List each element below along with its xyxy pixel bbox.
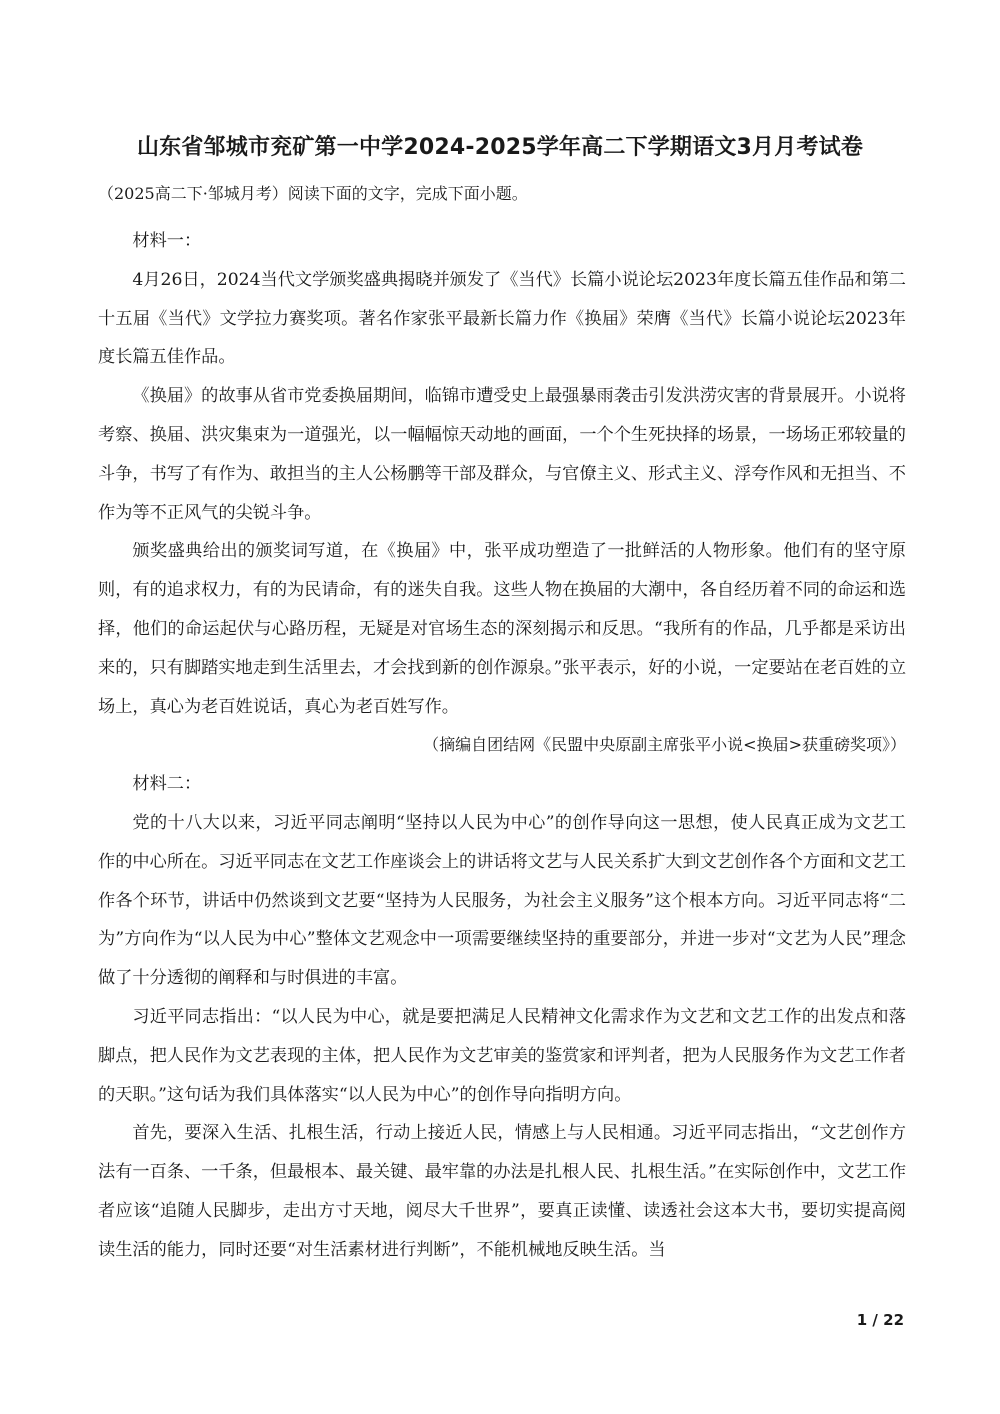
material-two-paragraph: 首先，要深入生活、扎根生活，行动上接近人民，情感上与人民相通。习近平同志指出，“文艺创作方法有一百条、一千条，但最根本、最关键、最牢靠的办法是扎根人民、扎根生活。”在实际创作中，文艺工作者应该“追随人民脚步，走出方寸天地，阅尽大千世界”，要真正读懂、读透社会这本大书，要切实提高阅读生活的能力，同时还要“对生活素材进行判断”，不能机械地反映生活。当 <box>98 1123 907 1260</box>
document-title: 山东省邹城市兖矿第一中学2024-2025学年高二下学期语文3月月考试卷 <box>136 135 864 160</box>
material-one-paragraph: 《换届》的故事从省市党委换届期间，临锦市遭受史上最强暴雨袭击引发洪涝灾害的背景展开。小说将考察、换届、洪灾集束为一道强光，以一幅幅惊天动地的画面，一个个生死抉择的场景，一场场正邪较量的斗争，书写了有作为、敢担当的主人公杨鹏等干部及群众，与官僚主义、形式主义、浮夸作风和无担当、不作为等不正风气的尖锐斗争。 <box>98 386 906 523</box>
document-body <box>98 222 906 1270</box>
material-two-paragraph: 习近平同志指出：“以人民为中心，就是要把满足人民精神文化需求作为文艺和文艺工作的出发点和落脚点，把人民作为文艺表现的主体，把人民作为文艺审美的鉴赏家和评判者，把为人民服务作为文艺工作者的天职。”这句话为我们具体落实“以人民为中心”的创作导向指明方向。 <box>98 1006 906 1105</box>
material-two-paragraph: 党的十八大以来，习近平同志阐明“坚持以人民为中心”的创作导向这一思想，使人民真正成为文艺工作的中心所在。习近平同志在文艺工作座谈会上的讲话将文艺与人民关系扩大到文艺创作各个方面和文艺工作各个环节，讲话中仍然谈到文艺要“坚持为人民服务，为社会主义服务”这个根本方向。习近平同志将“二为”方向作为“以人民为中心”整体文艺观念中一项需要继续坚持的重要部分，并进一步对“文艺为人民”理念做了十分透彻的阐释和与时俱进的丰富。 <box>98 812 906 989</box>
material-one-paragraph: 颁奖盛典给出的颁奖词写道，在《换届》中，张平成功塑造了一批鲜活的人物形象。他们有的坚守原则，有的追求权力，有的为民请命，有的迷失自我。这些人物在换届的大潮中，各自经历着不同的命运和选择，他们的命运起伏与心路历程，无疑是对官场生态的深刻揭示和反思。“我所有的作品，几乎都是采访出来的，只有脚踏实地走到生活里去，才会找到新的创作源泉。”张平表示，好的小说，一定要站在老百姓的立场上，真心为老百姓说话，真心为老百姓写作。 <box>98 541 907 717</box>
page-number: 1 / 22 <box>856 1311 904 1329</box>
material-one-citation: （摘编自团结网《民盟中央原副主席张平小说<换届>获重磅奖项》） <box>423 735 906 755</box>
material-two-label: 材料二： <box>132 774 202 795</box>
material-one-paragraph: 4月26日，2024当代文学颁奖盛典揭晓并颁发了《当代》长篇小说论坛2023年度长篇五佳作品和第二十五届《当代》文学拉力赛奖项。著名作家张平最新长篇力作《换届》荣膺《当代》长篇小说论坛2023年度长篇五佳作品。 <box>98 269 906 368</box>
source-line: （2025高二下·邹城月考）阅读下面的文字，完成下面小题。 <box>98 184 528 203</box>
material-one-label: 材料一： <box>132 231 202 251</box>
